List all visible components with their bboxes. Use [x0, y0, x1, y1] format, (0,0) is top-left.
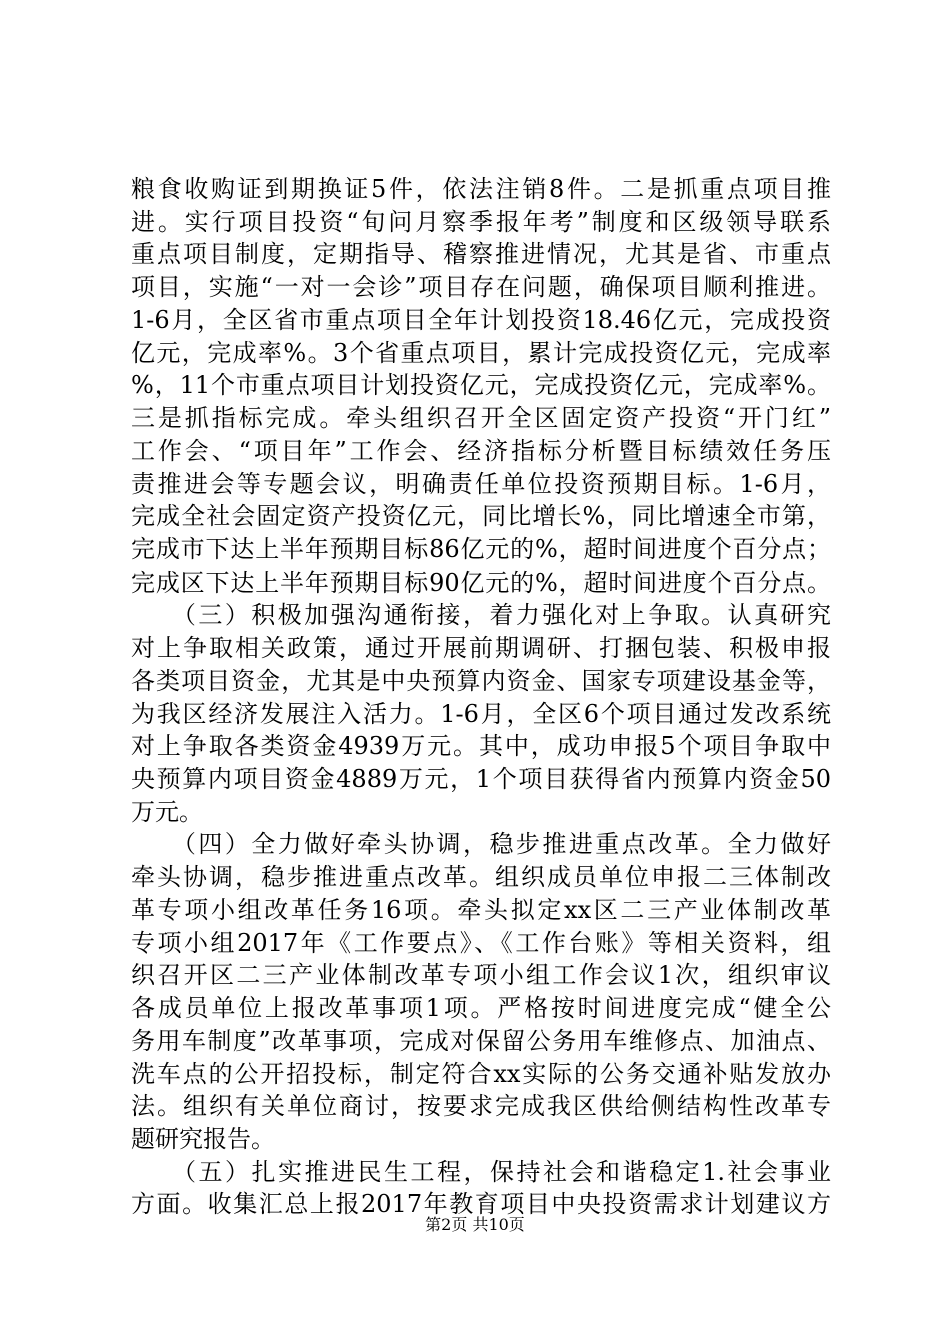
text-line: 务用车制度”改革事项，完成对保留公务用车维修点、加油点、 — [131, 1027, 831, 1055]
text-line: 题研究报告。 — [131, 1125, 275, 1153]
text-line: 革专项小组改革任务16项。牵头拟定xx区二三产业体制改革 — [131, 896, 831, 924]
text-line: 对上争取相关政策，通过开展前期调研、打捆包装、积极申报 — [131, 634, 831, 662]
text-line: 方面。收集汇总上报2017年教育项目中央投资需求计划建议方 — [131, 1190, 831, 1218]
text-line: 项目，实施“一对一会诊”项目存在问题，确保项目顺利推进。 — [131, 273, 831, 301]
text-line: 完成市下达上半年预期目标86亿元的%，超时间进度个百分点； — [131, 535, 831, 563]
text-line: 三是抓指标完成。牵头组织召开全区固定资产投资“开门红” — [131, 404, 831, 432]
text-line: 完成全社会固定资产投资亿元，同比增长%，同比增速全市第， — [131, 502, 831, 530]
text-line: 牵头协调，稳步推进重点改革。组织成员单位申报二三体制改 — [131, 863, 831, 891]
text-line: 法。组织有关单位商讨，按要求完成我区供给侧结构性改革专 — [131, 1092, 831, 1120]
text-line: （五）扎实推进民生工程，保持社会和谐稳定1.社会事业 — [131, 1158, 831, 1186]
text-line: （三）积极加强沟通衔接，着力强化对上争取。认真研究 — [131, 601, 831, 629]
text-line: 粮食收购证到期换证5件，依法注销8件。二是抓重点项目推 — [131, 175, 831, 203]
text-line: （四）全力做好牵头协调，稳步推进重点改革。全力做好 — [131, 830, 831, 858]
text-line: %，11个市重点项目计划投资亿元，完成投资亿元，完成率%。 — [131, 371, 831, 399]
text-line: 央预算内项目资金4889万元，1个项目获得省内预算内资金50 — [131, 765, 831, 793]
text-line: 重点项目制度，定期指导、稽察推进情况，尤其是省、市重点 — [131, 240, 831, 268]
text-line: 织召开区二三产业体制改革专项小组工作会议1次，组织审议 — [131, 961, 831, 989]
page-footer: 第2页 共10页 — [425, 1215, 525, 1234]
text-line: 万元。 — [131, 798, 203, 826]
text-line: 专项小组2017年《工作要点》、《工作台账》等相关资料，组 — [131, 929, 831, 957]
text-line: 各成员单位上报改革事项1项。严格按时间进度完成“健全公 — [131, 994, 831, 1022]
text-line: 对上争取各类资金4939万元。其中，成功申报5个项目争取中 — [131, 732, 831, 760]
text-line: 责推进会等专题会议，明确责任单位投资预期目标。1-6月， — [131, 470, 831, 498]
text-line: 各类项目资金，尤其是中央预算内资金、国家专项建设基金等， — [131, 667, 831, 695]
text-line: 洗车点的公开招投标，制定符合xx实际的公务交通补贴发放办 — [131, 1060, 831, 1088]
text-line: 工作会、“项目年”工作会、经济指标分析暨目标绩效任务压 — [131, 437, 831, 465]
text-line: 为我区经济发展注入活力。1-6月，全区6个项目通过发改系统 — [131, 700, 831, 728]
text-line: 进。实行项目投资“旬问月察季报年考”制度和区级领导联系 — [131, 208, 831, 236]
text-line: 完成区下达上半年预期目标90亿元的%，超时间进度个百分点。 — [131, 569, 831, 597]
text-line: 亿元，完成率%。3个省重点项目，累计完成投资亿元，完成率 — [131, 339, 831, 367]
text-line: 1-6月，全区省市重点项目全年计划投资18.46亿元，完成投资 — [131, 306, 831, 334]
